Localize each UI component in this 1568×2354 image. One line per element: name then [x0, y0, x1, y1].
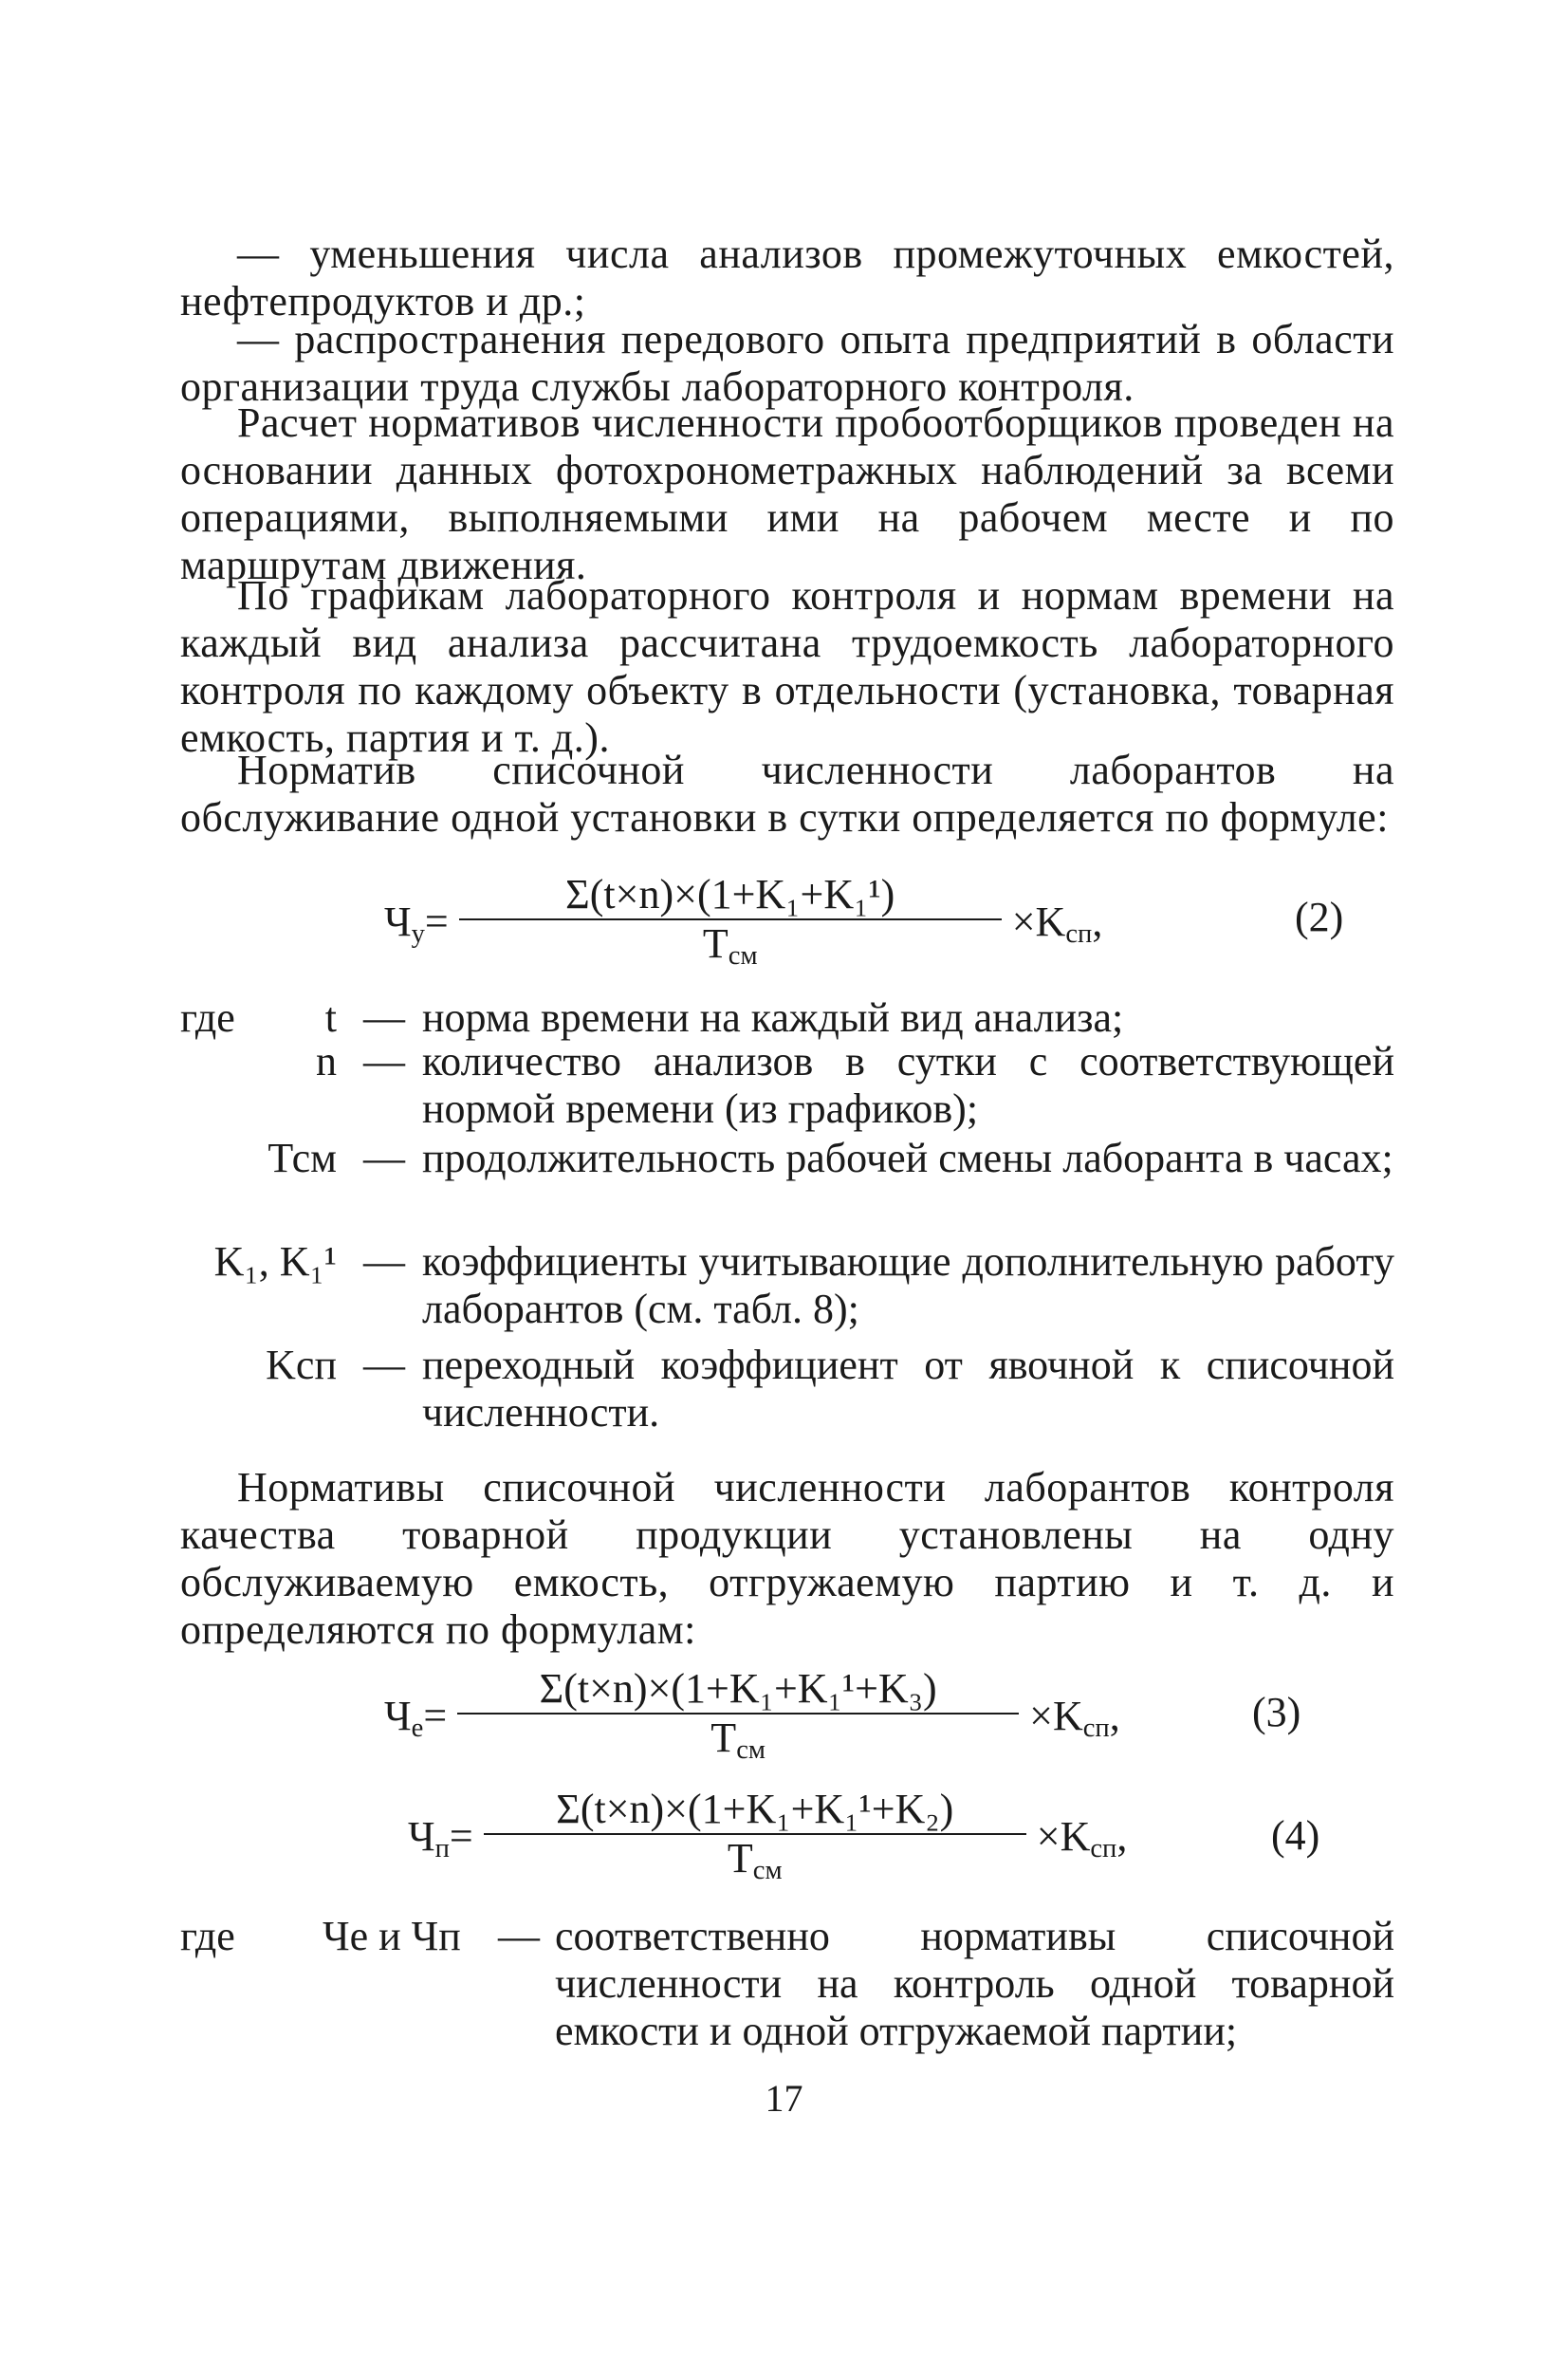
formula-4-fraction: [484, 1786, 1026, 1895]
paragraph-3: Расчет нормативов численности пробоотборщиков проведен на основании данных фотохронометражных наблюдений за всеми операциями, выполняемыми ими на рабочем месте и по маршрутам движения.: [180, 399, 1394, 588]
definition-symbol: K₁, K₁¹: [213, 1238, 337, 1285]
definition-text: продолжительность рабочей смены лаборанта в часах;: [422, 1135, 1393, 1181]
formula-2-fraction: [459, 871, 1002, 980]
equation-number-4: (4): [1271, 1812, 1320, 1859]
definition-symbol: Че и Чп: [323, 1913, 461, 1959]
formula-3-multiplier: $\times K_{сп}$,: [1029, 1692, 1120, 1743]
definition-text: количество анализов в сутки с соответствующей нормой времени (из графиков);: [422, 1038, 1394, 1132]
definition-text: переходный коэффициент от явочной к списочной численности.: [422, 1342, 1394, 1436]
formula-4: $Ч_п=$ $\frac{\text{Σ(t×n)×(1+K₁+K₁¹+K₂)}}{Т_{см}}$ $\times K_{сп}$,: [408, 1786, 1127, 1895]
equation-number-2: (2): [1295, 894, 1344, 940]
formula-2-lhs: $Ч_у$: [384, 898, 425, 949]
paragraph-5: Норматив списочной численности лаборантов на обслуживание одной установки в сутки определяется по формуле:: [180, 747, 1394, 841]
formula-3-fraction: [457, 1665, 1019, 1774]
where-label-2: где: [180, 1913, 235, 1959]
formula-4-lhs: $Ч_п$: [408, 1812, 450, 1863]
definition-text: соответственно нормативы списочной численности на контроль одной товарной емкости и одной отгружаемой партии;: [555, 1913, 1394, 2054]
definition-symbol: n: [316, 1038, 337, 1084]
definition-symbol: t: [324, 994, 337, 1041]
formula-4-multiplier: $\times K_{сп}$,: [1036, 1812, 1128, 1863]
document-page: — уменьшения числа анализов промежуточных емкостей, нефтепродуктов и др.; — распространения передового опыта предприятий в области организации труда службы лабораторного контроля. Расчет нормативов численности пробоотборщиков проведен на основании данных фотохронометражных наблюдений за всеми операциями, выполняемыми ими на рабочем месте и по маршрутам движения. По графикам лабораторного контроля и нормам времени на каждый вид анализа рассчитана трудоемкость лабораторного контроля по каждому объекту в отдельности (установка, товарная емкость, партия и т. д.). Норматив списочной численности лаборантов на обслуживание одной установки в сутки определяется по формуле: $Ч_у=$ $\frac{\text{Σ(t×n)×(1+K₁+K₁¹)}}{Т_{см}}$ $\times K_{сп}$, (2) где t — норма времени на каждый вид анализа; n — количество анализов в сутки с соответствующей нормой времени (из графиков); Тсм — продолжительность рабочей смены лаборанта в часах; K₁, K₁¹ — коэффициенты учитывающие дополнительную работу лаборантов (см. табл. 8); Kсп — переходный коэффициент от явочной к списочной численности. Нормативы списочной численности лаборантов контроля качества товарной продукции установлены на одну обслуживаемую емкость, отгружаемую партию и т. д. и определяются по формулам: $Ч_е=$ $\frac{\text{Σ(t×n)×(1+K₁+K₁¹+K₃)}}{Т_{см}}$ $\times K_{сп}$, (3) $Ч_п=$ $\frac{\text{Σ(t×n)×(1+K₁+K₁¹+K₂)}}{Т_{см}}$ $\times K_{сп}$, (4) где Че и Чп — соответственно нормативы списочной численности на контроль одной товарной емкости и одной отгружаемой партии; 17: [0, 0, 1568, 2354]
definition-symbol: Тсм: [267, 1135, 337, 1181]
formula-4-numerator: Σ(t×n)×(1+K₁+K₁¹+K₂): [484, 1786, 1026, 1835]
formula-3-lhs: $Ч_е$: [384, 1692, 424, 1743]
formula-3: $Ч_е=$ $\frac{\text{Σ(t×n)×(1+K₁+K₁¹+K₃)}}{Т_{см}}$ $\times K_{сп}$,: [384, 1665, 1120, 1774]
equation-number-3: (3): [1252, 1689, 1301, 1735]
definition-text: норма времени на каждый вид анализа;: [422, 994, 1124, 1041]
paragraph-4: По графикам лабораторного контроля и нормам времени на каждый вид анализа рассчитана трудоемкость лабораторного контроля по каждому объекту в отдельности (установка, товарная емкость, партия и т. д.).: [180, 572, 1394, 761]
where-label-1: где: [180, 994, 235, 1041]
paragraph-2: — распространения передового опыта предприятий в области организации труда службы лабораторного контроля.: [180, 316, 1394, 410]
formula-2-denominator: $Т_{см}$: [702, 920, 758, 972]
formula-4-denominator: $Т_{см}$: [727, 1835, 783, 1886]
formula-2-numerator: Σ(t×n)×(1+K₁+K₁¹): [459, 871, 1002, 920]
formula-3-denominator: $Т_{см}$: [710, 1715, 766, 1766]
formula-2-multiplier: $\times K_{сп}$,: [1011, 898, 1103, 949]
definition-text: коэффициенты учитывающие дополнительную работу лаборантов (см. табл. 8);: [422, 1238, 1394, 1332]
formula-2: $Ч_у=$ $\frac{\text{Σ(t×n)×(1+K₁+K₁¹)}}{Т_{см}}$ $\times K_{сп}$,: [384, 871, 1102, 980]
page-number: 17: [765, 2077, 803, 2120]
paragraph-1: — уменьшения числа анализов промежуточных емкостей, нефтепродуктов и др.;: [180, 231, 1394, 324]
paragraph-6: Нормативы списочной численности лаборантов контроля качества товарной продукции установлены на одну обслуживаемую емкость, отгружаемую партию и т. д. и определяются по формулам:: [180, 1464, 1394, 1653]
formula-3-numerator: Σ(t×n)×(1+K₁+K₁¹+K₃): [457, 1665, 1019, 1715]
definition-symbol: Kсп: [266, 1342, 337, 1388]
